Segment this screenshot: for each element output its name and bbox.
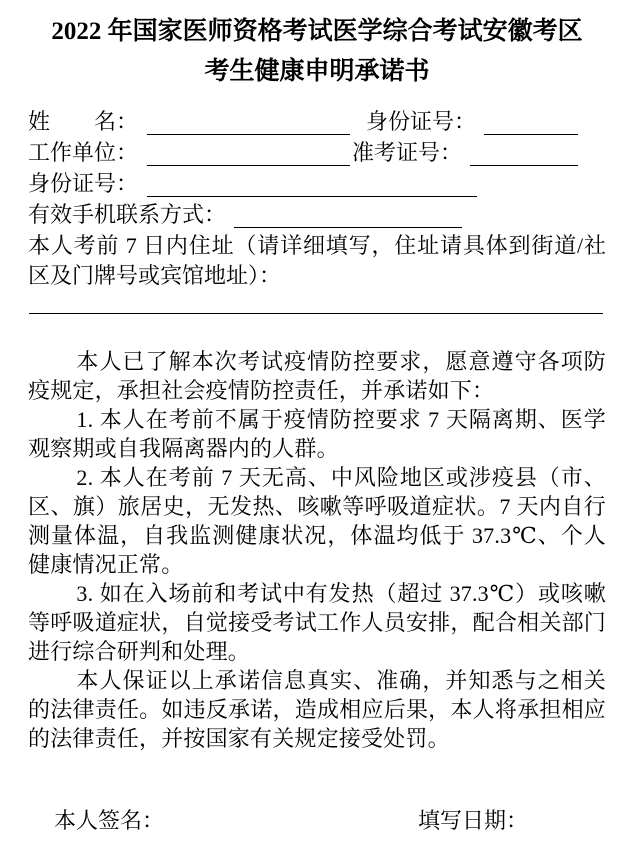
document-title <box>28 12 606 92</box>
admission-ticket-blank-line[interactable] <box>470 138 578 166</box>
address-label: 本人考前 7 日内住址（请详细填写，住址请具体到街道/社区及门牌号或宾馆地址）： <box>28 233 606 288</box>
name-label: 姓 名： <box>28 109 139 134</box>
id-number-right-label: 身份证号： <box>366 109 477 134</box>
address-blank-line[interactable] <box>29 313 603 314</box>
commitment-text <box>28 347 606 753</box>
paragraph-legal: 本人保证以上承诺信息真实、准确，并知悉与之相关的法律责任。如违反承诺，造成相应后果，本人将承担相应的法律责任，并按国家有关规定接受处罚。 <box>28 668 606 751</box>
paragraph-item-2: 2. 本人在考前 7 天无高、中风险地区或涉疫县（市、区、旗）旅居史，无发热、咳嗽等呼吸道症状。7 天内自行测量体温，自我监测健康状况，体温均低于 37.3℃、个人健康情况正常。 <box>28 465 606 577</box>
paragraph-item-3: 3. 如在入场前和考试中有发热（超过 37.3℃）或咳嗽等呼吸道症状，自觉接受考试工作人员安排，配合相关部门进行综合研判和处理。 <box>28 581 606 664</box>
phone-row <box>28 197 606 228</box>
signature-label: 本人签名： <box>54 808 165 833</box>
paragraph-intro: 本人已了解本次考试疫情防控要求，愿意遵守各项防疫规定，承担社会疫情防控责任，并承诺如下： <box>28 349 606 403</box>
id-number-blank-line[interactable] <box>147 169 477 197</box>
name-row <box>28 104 606 135</box>
name-blank-line[interactable] <box>147 107 350 135</box>
phone-label: 有效手机联系方式： <box>28 202 227 227</box>
address-section <box>28 231 606 314</box>
signature-row <box>28 807 606 835</box>
form-fields <box>28 104 606 228</box>
date-label: 填写日期： <box>418 808 529 833</box>
title-line-2: 考生健康申明承诺书 <box>204 58 430 85</box>
id-number-right-blank-line[interactable] <box>484 107 578 135</box>
title-line-1: 2022 年国家医师资格考试医学综合考试安徽考区 <box>51 18 583 45</box>
work-unit-blank-line[interactable] <box>147 138 350 166</box>
paragraph-item-1: 1. 本人在考前不属于疫情防控要求 7 天隔离期、医学观察期或自我隔离器内的人群。 <box>28 407 606 461</box>
id-number-row <box>28 166 606 197</box>
admission-ticket-label: 准考证号： <box>352 140 463 165</box>
work-unit-label: 工作单位： <box>28 140 139 165</box>
phone-blank-line[interactable] <box>234 200 462 228</box>
work-unit-row <box>28 135 606 166</box>
id-number-label: 身份证号： <box>28 171 139 196</box>
